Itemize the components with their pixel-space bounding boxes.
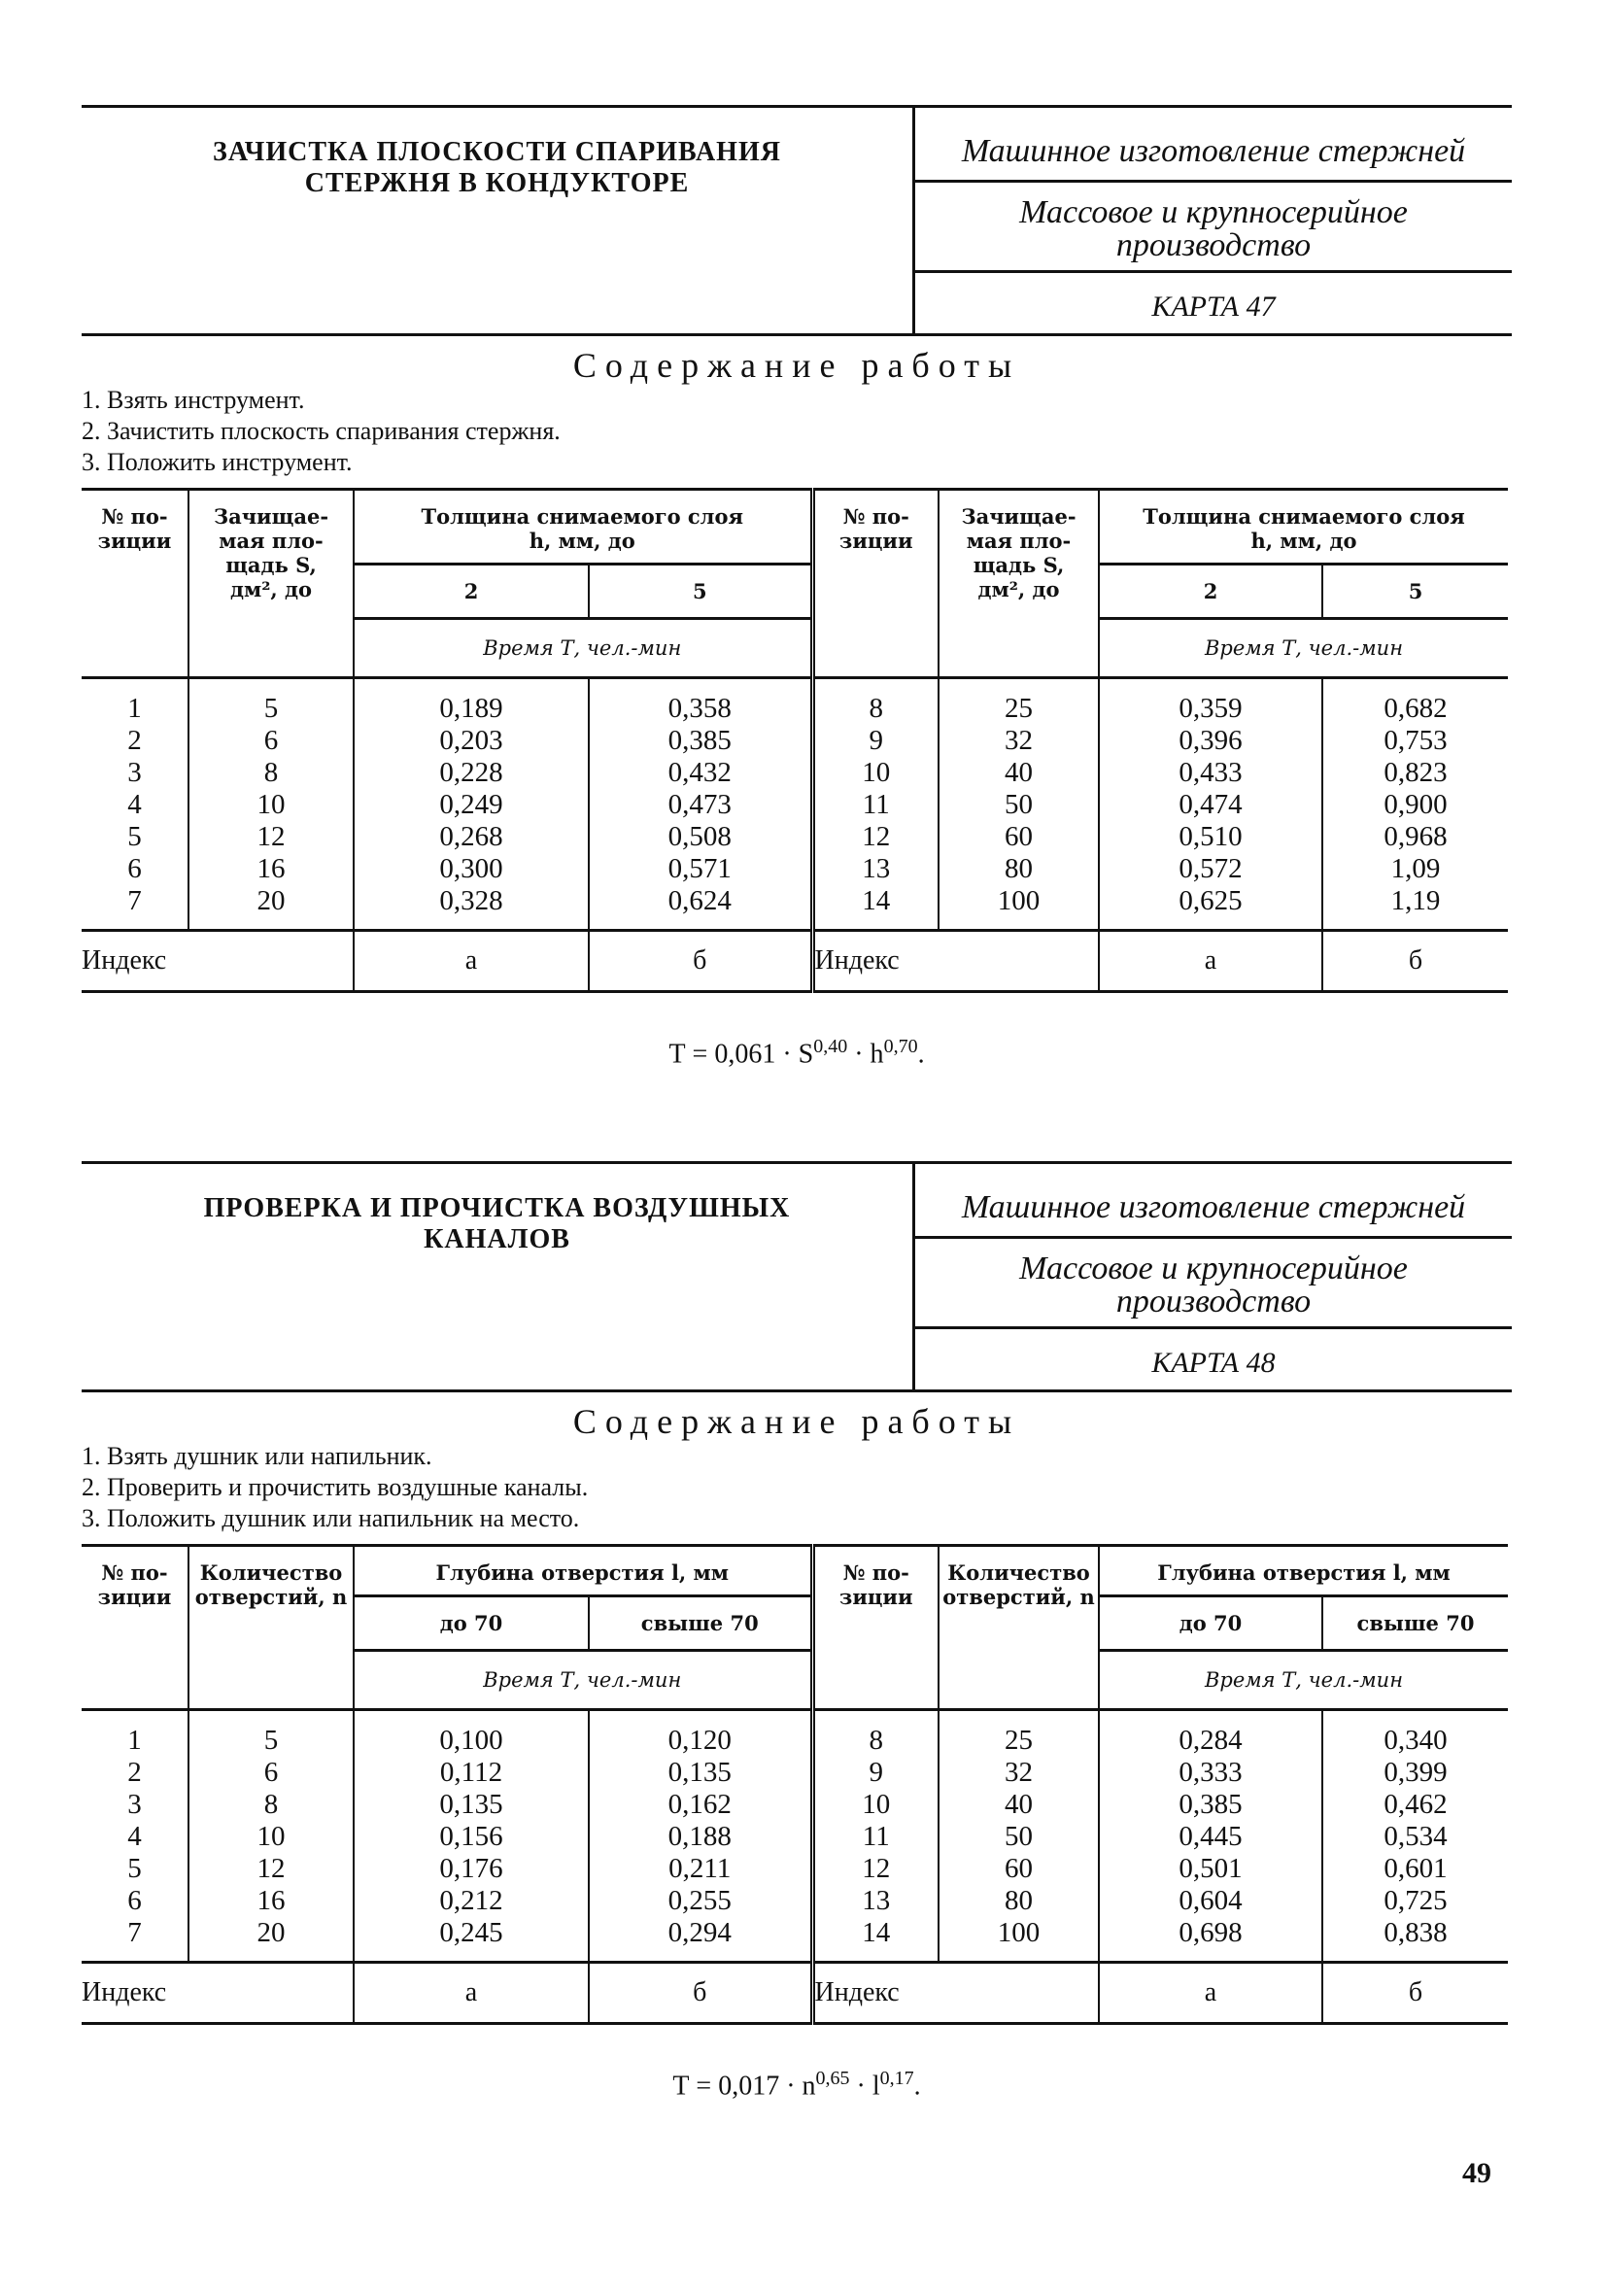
time-norm-table <box>82 488 1508 993</box>
work-step: 3. Положить инструмент. <box>82 448 353 476</box>
index-label: Индекс <box>82 931 354 992</box>
header-group: Глубина отверстия l, мм <box>354 1546 812 1596</box>
header-group: Толщина снимаемого слоя h, мм, до <box>1099 490 1508 565</box>
header-time: Время Т, чел.-мин <box>354 1651 812 1710</box>
header-sub-1: до 70 <box>1099 1596 1322 1651</box>
time-column-b: 0,340 0,399 0,462 0,534 0,601 0,725 0,838 <box>1384 1725 1448 1948</box>
norm-card <box>82 105 1512 1070</box>
index-label: Индекс <box>812 931 1099 992</box>
position-column: 8 9 10 11 12 13 14 <box>812 678 939 931</box>
index-a: а <box>1099 931 1322 992</box>
card-number: КАРТА 47 <box>1151 291 1276 323</box>
time-column-a: 0,189 0,203 0,228 0,249 0,268 0,300 0,328 <box>354 678 589 931</box>
header-sub-2: 5 <box>589 565 812 619</box>
time-column-a: 0,359 0,396 0,433 0,474 0,510 0,572 0,625 <box>1099 678 1322 931</box>
header-position: № по- зиции <box>812 490 939 678</box>
content-title: Содержание работы <box>572 1402 1021 1441</box>
index-b: б <box>589 1963 812 2024</box>
parameter-column: 25 32 40 50 60 80 100 <box>939 678 1099 931</box>
header-parameter: Количество отверстий, n <box>188 1546 354 1710</box>
index-a: а <box>354 931 589 992</box>
time-column-b: 0,120 0,135 0,162 0,188 0,211 0,255 0,294 <box>589 1710 812 1963</box>
formula-base: Т = 0,017 · n <box>672 2071 816 2102</box>
parameter-column: 5 6 8 10 12 16 20 <box>188 1710 354 1963</box>
formula-end: . <box>913 2071 921 2102</box>
card-header-right <box>915 108 1512 333</box>
formula-factor: · h <box>847 1039 884 1070</box>
card-number: КАРТА 48 <box>1151 1347 1276 1379</box>
work-step: 3. Положить душник или напильник на место. <box>82 1504 580 1532</box>
formula-exponent: 0,17 <box>879 2068 914 2089</box>
card-header <box>82 1161 1512 1392</box>
card-header <box>82 105 1512 336</box>
production-type: Массовое и крупносерийное производство <box>915 183 1512 273</box>
header-parameter: Зачищае- мая пло- щадь S, дм², до <box>939 490 1099 678</box>
work-steps <box>82 385 1512 478</box>
card-header-right <box>915 1164 1512 1389</box>
header-sub-1: 2 <box>354 565 589 619</box>
work-steps <box>82 1441 1512 1534</box>
work-step: 2. Проверить и прочистить воздушные каналы. <box>82 1473 589 1501</box>
header-sub-1: до 70 <box>354 1596 589 1651</box>
header-sub-2: 5 <box>1322 565 1508 619</box>
content-title: Содержание работы <box>572 346 1021 385</box>
index-b: б <box>589 931 812 992</box>
formula-exponent: 0,40 <box>813 1036 848 1057</box>
header-time: Время Т, чел.-мин <box>1204 636 1404 660</box>
norm-card <box>82 1161 1512 2102</box>
index-label: Индекс <box>812 1963 1099 2024</box>
page-number: 49 <box>1462 2157 1491 2189</box>
operation-title: ЗАЧИСТКА ПЛОСКОСТИ СПАРИВАНИЯ СТЕРЖНЯ В КОНДУКТОРЕ <box>82 108 915 333</box>
time-column-a: 0,100 0,112 0,135 0,156 0,176 0,212 0,245 <box>354 1710 589 1963</box>
parameter-column: 5 6 8 10 12 16 20 <box>188 678 354 931</box>
parameter-column: 25 32 40 50 60 80 100 <box>939 1710 1099 1963</box>
time-norm-table <box>82 1544 1508 2025</box>
work-step: 2. Зачистить плоскость спаривания стержня. <box>82 417 561 445</box>
formula-exponent: 0,70 <box>883 1036 918 1057</box>
header-parameter: Зачищае- мая пло- щадь S, дм², до <box>188 490 354 678</box>
work-step: 1. Взять душник или напильник. <box>82 1442 432 1470</box>
time-formula <box>82 1036 1512 1070</box>
time-column-b: 0,358 0,385 0,432 0,473 0,508 0,571 0,624 <box>589 678 812 931</box>
position-column: 8 9 10 11 12 13 14 <box>812 1710 939 1963</box>
header-position: № по- зиции <box>82 1546 188 1710</box>
index-label: Индекс <box>82 1963 354 2024</box>
work-step: 1. Взять инструмент. <box>82 386 305 414</box>
index-b: б <box>1408 945 1423 976</box>
time-column-a: 0,284 0,333 0,385 0,445 0,501 0,604 0,698 <box>1099 1710 1322 1963</box>
header-sub-2: свыше 70 <box>1322 1596 1508 1651</box>
category-label: Машинное изготовление стержней <box>915 108 1512 183</box>
header-time: Время Т, чел.-мин <box>354 619 812 678</box>
operation-title: ПРОВЕРКА И ПРОЧИСТКА ВОЗДУШНЫХ КАНАЛОВ <box>82 1164 915 1389</box>
header-group: Глубина отверстия l, мм <box>1099 1546 1508 1596</box>
time-column-b: 0,682 0,753 0,823 0,900 0,968 1,09 1,19 <box>1384 693 1448 916</box>
header-sub-1: 2 <box>1099 565 1322 619</box>
index-a: а <box>354 1963 589 2024</box>
index-a: а <box>1099 1963 1322 2024</box>
header-position: № по- зиции <box>82 490 188 678</box>
header-group: Толщина снимаемого слоя h, мм, до <box>354 490 812 565</box>
category-label: Машинное изготовление стержней <box>915 1164 1512 1239</box>
formula-base: Т = 0,061 · S <box>668 1039 814 1070</box>
header-position: № по- зиции <box>812 1546 939 1710</box>
position-column: 1 2 3 4 5 6 7 <box>82 1710 188 1963</box>
production-type: Массовое и крупносерийное производство <box>915 1239 1512 1329</box>
header-parameter: Количество отверстий, n <box>939 1546 1099 1710</box>
position-column: 1 2 3 4 5 6 7 <box>82 678 188 931</box>
formula-factor: · l <box>849 2071 880 2102</box>
formula-end: . <box>917 1039 925 1070</box>
header-sub-2: свыше 70 <box>589 1596 812 1651</box>
time-formula <box>82 2068 1512 2102</box>
formula-exponent: 0,65 <box>815 2068 850 2089</box>
index-b: б <box>1408 1977 1423 2007</box>
header-time: Время Т, чел.-мин <box>1204 1668 1404 1692</box>
